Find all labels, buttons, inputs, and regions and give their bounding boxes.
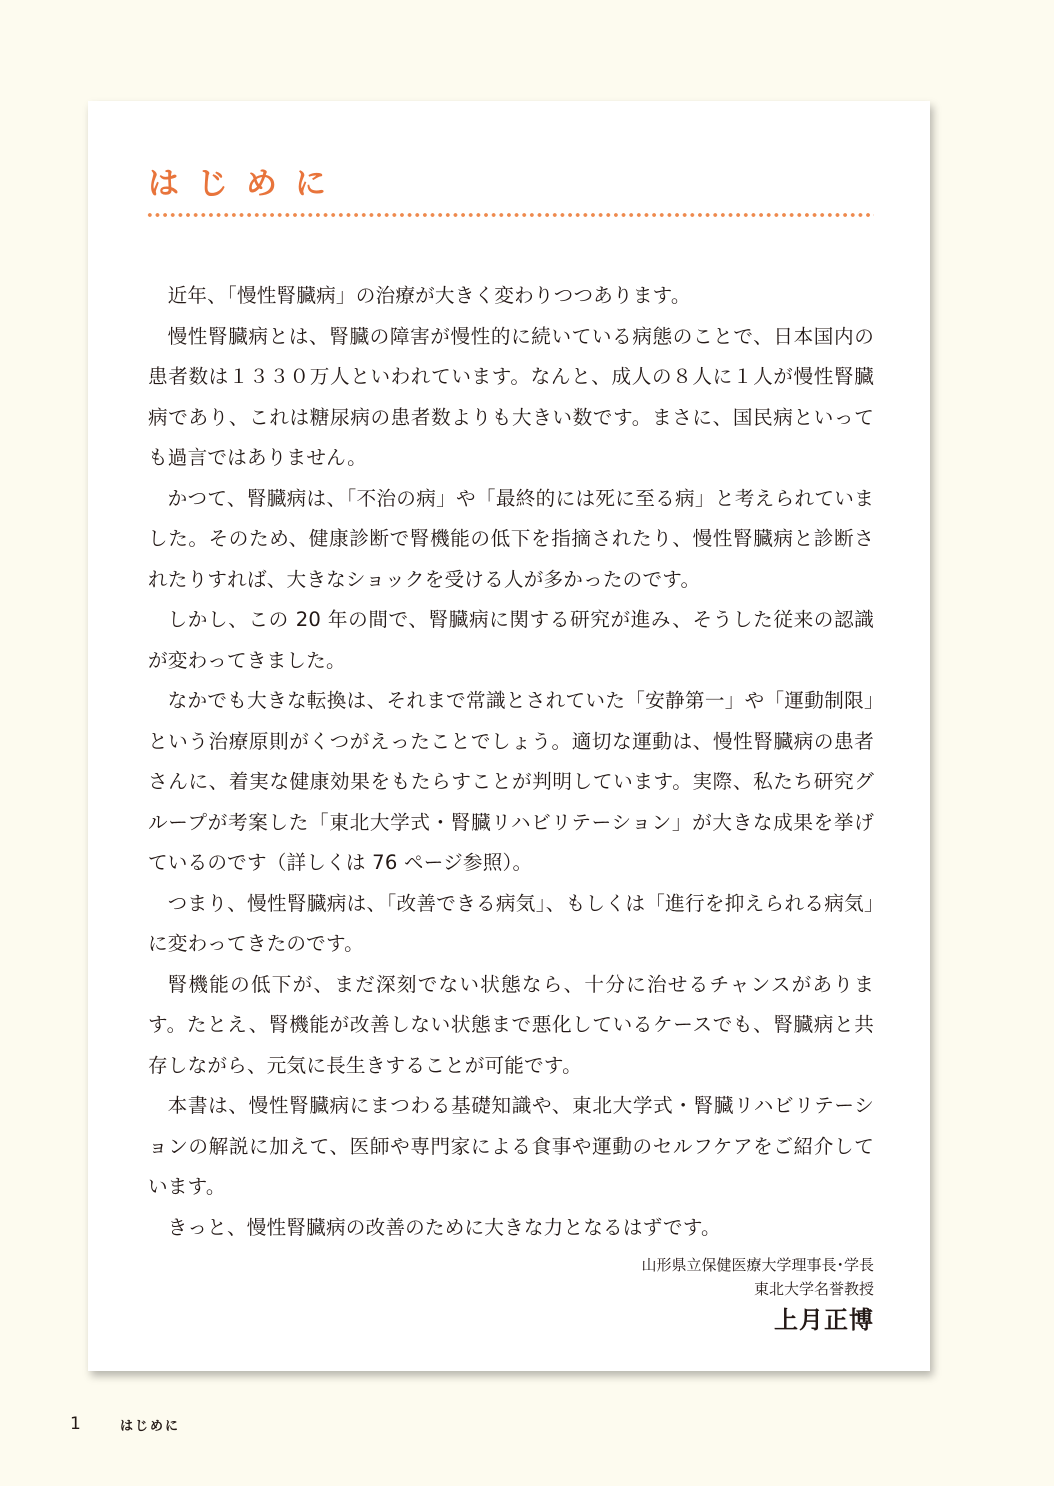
author-affiliation: 山形県立保健医療大学理事長･学長: [641, 1256, 874, 1274]
paragraph: つまり、慢性腎臓病は、「改善できる病気」、もしくは「進行を抑えられる病気」に変わってきたのです。: [148, 891, 874, 955]
paragraph: 慢性腎臓病とは、腎臓の障害が慢性的に続いている病態のことで、日本国内の患者数は１３３０万人といわれています。なんと、成人の８人に１人が慢性腎臓病であり、これは糖尿病の患者数よりも大きい数です。まさに、国民病といっても過言ではありません。: [148, 324, 874, 469]
author-name: 上月正博: [774, 1306, 874, 1334]
paragraph: 近年、「慢性腎臓病」の治療が大きく変わりつつあります。: [167, 284, 691, 307]
author-affiliation: 東北大学名誉教授: [753, 1280, 874, 1298]
author-signature: [641, 1253, 874, 1339]
paragraph: 本書は、慢性腎臓病にまつわる基礎知識や、東北大学式・腎臓リハビリテーションの解説に加えて、医師や専門家による食事や運動のセルフケアをご紹介しています。: [148, 1094, 874, 1198]
body-text: [148, 276, 874, 1248]
running-head: はじめに: [120, 1418, 181, 1434]
page-footer: [70, 1411, 180, 1437]
page-number: 1: [70, 1414, 81, 1434]
paragraph: なかでも大きな転換は、それまで常識とされていた「安静第一」や「運動制限」という治療原則がくつがえったことでしょう。適切な運動は、慢性腎臓病の患者さんに、着実な健康効果をもたらすことが判明しています。実際、私たち研究グループが考案した「東北大学式・腎臓リハビリテーション」が大きな成果を挙げているのです（詳しくは 76 ページ参照）。: [148, 689, 874, 874]
dotted-divider: [146, 212, 874, 218]
paragraph: きっと、慢性腎臓病の改善のために大きな力となるはずです。: [167, 1215, 721, 1239]
paragraph: 腎機能の低下が、まだ深刻でない状態なら、十分に治せるチャンスがあります。たとえ、腎機能が改善しない状態まで悪化しているケースでも、腎臓病と共存しながら、元気に長生きすることが可能です。: [148, 972, 874, 1077]
paragraph: かつて、腎臓病は、「不治の病」や「最終的には死に至る病」と考えられていました。そのため、健康診断で腎機能の低下を指摘されたり、慢性腎臓病と診断されたりすれば、大きなショックを受ける人が多かったのです。: [148, 486, 874, 591]
content-card: [88, 101, 930, 1371]
paragraph: しかし、この 20 年の間で、腎臓病に関する研究が進み、そうした従来の認識が変わってきました。: [148, 608, 874, 672]
page-title: はじめに: [148, 166, 344, 202]
